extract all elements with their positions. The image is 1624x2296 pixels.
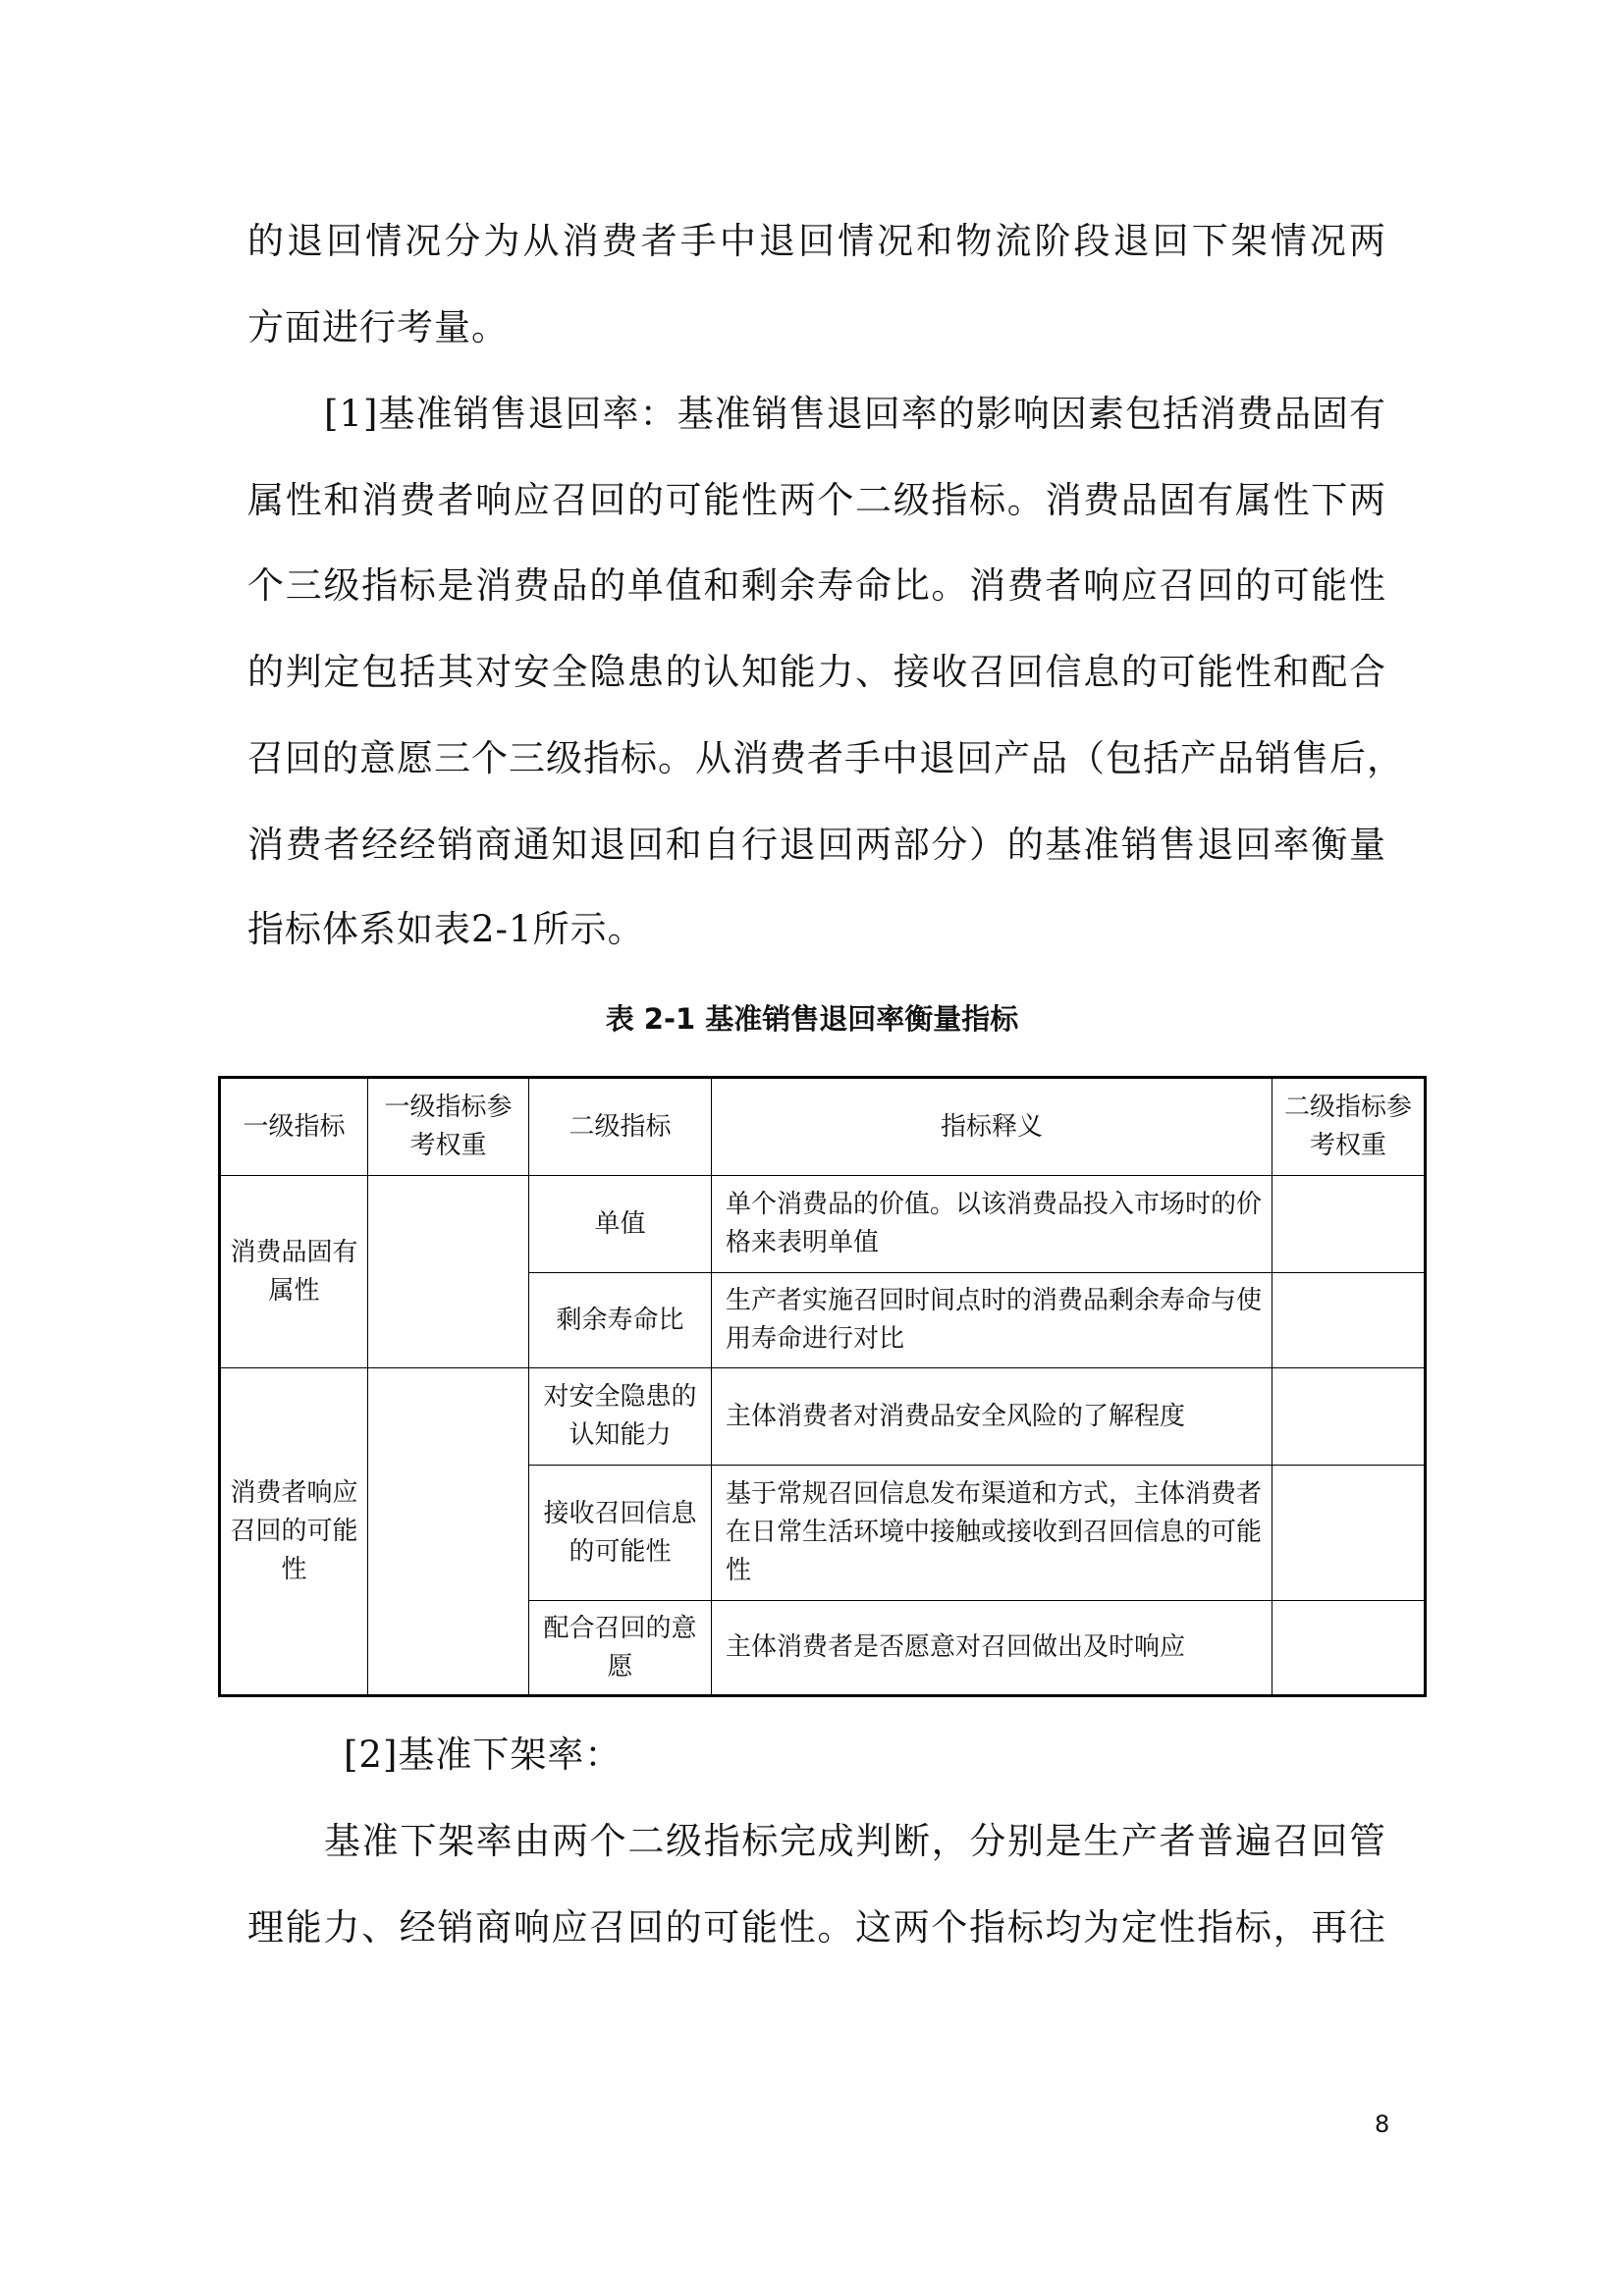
level1-weight-cell [368,1176,529,1368]
table-row [220,1368,1426,1466]
intro-line-1: 的退回情况分为从消费者手中退回情况和物流阶段退回下架情况两 [247,220,1386,262]
para1-line-6: 消费者经经销商通知退回和自行退回两部分）的基准销售退回率衡量 [247,824,1386,866]
level2-weight-cell [1272,1466,1426,1601]
definition-cell: 生产者实施召回时间点时的消费品剩余寿命与使用寿命进行对比 [712,1273,1272,1368]
para1-line-7: 指标体系如表2-1所示。 [247,908,645,950]
level2-cell: 单值 [529,1176,712,1273]
definition-cell: 主体消费者对消费品安全风险的了解程度 [712,1368,1272,1466]
para1-line-5: 召回的意愿三个三级指标。从消费者手中退回产品（包括产品销售后， [247,737,1404,779]
level1-weight-cell [368,1368,529,1696]
page-number: 8 [1375,2110,1390,2138]
para1-line-4: 的判定包括其对安全隐患的认知能力、接收召回信息的可能性和配合 [247,651,1386,693]
level2-cell: 剩余寿命比 [529,1273,712,1368]
table-header-row [220,1078,1426,1176]
header-level2-weight: 二级指标参考权重 [1272,1078,1426,1176]
definition-cell: 基于常规召回信息发布渠道和方式，主体消费者在日常生活环境中接触或接收到召回信息的可能性 [712,1466,1272,1601]
level2-weight-cell [1272,1176,1426,1273]
table-row [220,1176,1426,1273]
level2-cell: 对安全隐患的认知能力 [529,1368,712,1466]
level1-cell: 消费品固有属性 [220,1176,368,1368]
level1-cell: 消费者响应召回的可能性 [220,1368,368,1696]
para1-line-2: 属性和消费者响应召回的可能性两个二级指标。消费品固有属性下两 [247,479,1386,521]
para3-line-2: 理能力、经销商响应召回的可能性。这两个指标均为定性指标，再往 [247,1906,1386,1949]
table-caption: 表 2-1 基准销售退回率衡量指标 [605,1002,1019,1036]
definition-cell: 主体消费者是否愿意对召回做出及时响应 [712,1601,1272,1696]
definition-cell: 单个消费品的价值。以该消费品投入市场时的价格来表明单值 [712,1176,1272,1273]
level2-weight-cell [1272,1273,1426,1368]
header-level1-weight: 一级指标参考权重 [368,1078,529,1176]
intro-line-2: 方面进行考量。 [247,306,509,348]
header-level2: 二级指标 [529,1078,712,1176]
header-level1: 一级指标 [220,1078,368,1176]
level2-weight-cell [1272,1368,1426,1466]
para1-line-1: [1]基准销售退回率：基准销售退回率的影响因素包括消费品固有 [324,393,1386,435]
level2-cell: 接收召回信息的可能性 [529,1466,712,1601]
para3-line-1: 基准下架率由两个二级指标完成判断，分别是生产者普遍召回管 [324,1820,1386,1862]
level2-cell: 配合召回的意愿 [529,1601,712,1696]
header-definition: 指标释义 [712,1078,1272,1176]
level2-weight-cell [1272,1601,1426,1696]
index-table [218,1076,1427,1697]
para2-heading: [2]基准下架率： [344,1734,623,1776]
para1-line-3: 个三级指标是消费品的单值和剩余寿命比。消费者响应召回的可能性 [247,564,1386,607]
